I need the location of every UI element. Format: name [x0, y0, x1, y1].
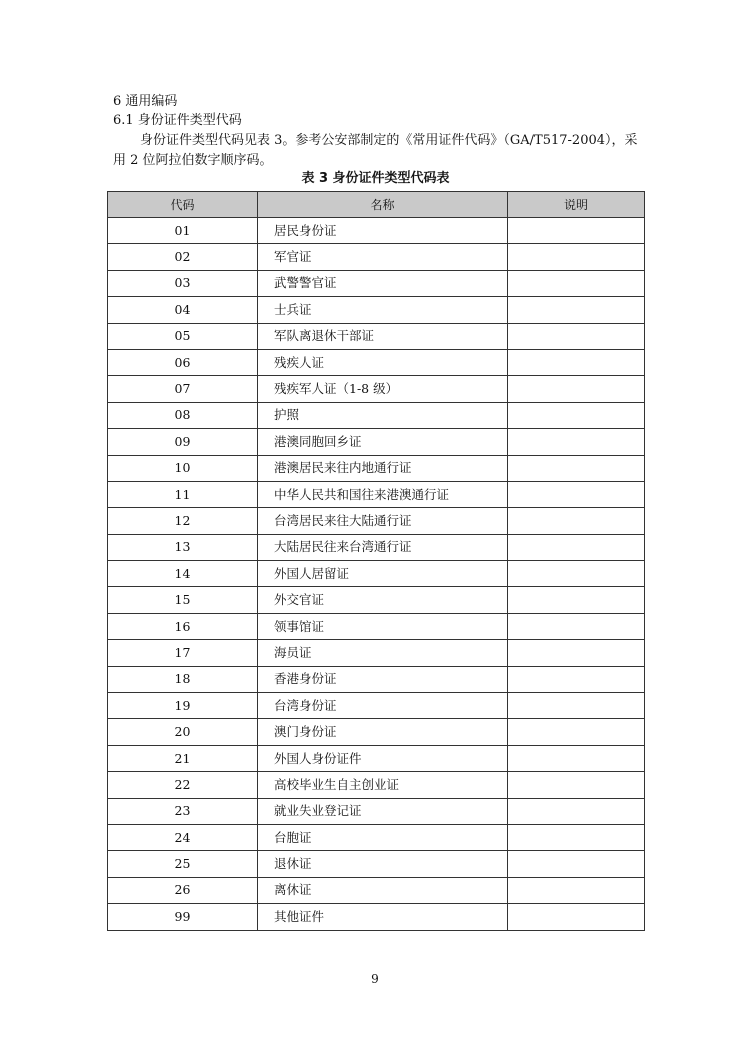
table-header-row	[108, 192, 645, 218]
cell-name: 武警警官证	[258, 270, 508, 296]
cell-code: 15	[108, 587, 258, 613]
cell-name: 护照	[258, 402, 508, 428]
cell-note	[508, 244, 645, 270]
cell-note	[508, 429, 645, 455]
table-row	[108, 745, 645, 771]
table-row	[108, 693, 645, 719]
cell-code: 01	[108, 218, 258, 244]
cell-note	[508, 218, 645, 244]
cell-name: 台胞证	[258, 824, 508, 850]
table-row	[108, 719, 645, 745]
cell-note	[508, 587, 645, 613]
section-heading-6: 6 通用编码	[113, 94, 178, 109]
cell-note	[508, 719, 645, 745]
cell-name: 香港身份证	[258, 666, 508, 692]
table-row	[108, 613, 645, 639]
cell-code: 23	[108, 798, 258, 824]
table-row	[108, 508, 645, 534]
cell-code: 14	[108, 561, 258, 587]
cell-code: 26	[108, 877, 258, 903]
cell-note	[508, 402, 645, 428]
cell-code: 20	[108, 719, 258, 745]
cell-name: 士兵证	[258, 297, 508, 323]
table-row	[108, 297, 645, 323]
table-row	[108, 877, 645, 903]
cell-name: 台湾居民来往大陆通行证	[258, 508, 508, 534]
cell-name: 澳门身份证	[258, 719, 508, 745]
table-caption: 表 3 身份证件类型代码表	[301, 171, 450, 186]
table-row	[108, 824, 645, 850]
cell-note	[508, 561, 645, 587]
cell-code: 19	[108, 693, 258, 719]
column-header-note: 说明	[508, 192, 645, 218]
cell-note	[508, 824, 645, 850]
table-row	[108, 666, 645, 692]
cell-note	[508, 693, 645, 719]
cell-name: 台湾身份证	[258, 693, 508, 719]
cell-name: 就业失业登记证	[258, 798, 508, 824]
cell-note	[508, 534, 645, 560]
table-row	[108, 798, 645, 824]
cell-code: 07	[108, 376, 258, 402]
cell-name: 港澳居民来往内地通行证	[258, 455, 508, 481]
cell-note	[508, 376, 645, 402]
cell-code: 11	[108, 481, 258, 507]
cell-code: 21	[108, 745, 258, 771]
cell-name: 大陆居民往来台湾通行证	[258, 534, 508, 560]
page-number: 9	[371, 972, 379, 986]
table-row	[108, 402, 645, 428]
cell-name: 离休证	[258, 877, 508, 903]
table-row	[108, 561, 645, 587]
cell-name: 退休证	[258, 851, 508, 877]
cell-code: 24	[108, 824, 258, 850]
id-type-code-table	[107, 191, 645, 931]
cell-note	[508, 877, 645, 903]
cell-code: 12	[108, 508, 258, 534]
table-row	[108, 640, 645, 666]
cell-code: 18	[108, 666, 258, 692]
table-row	[108, 270, 645, 296]
cell-note	[508, 323, 645, 349]
table-row	[108, 851, 645, 877]
cell-code: 16	[108, 613, 258, 639]
table-row	[108, 323, 645, 349]
paragraph-line-1: 身份证件类型代码见表 3。参考公安部制定的《常用证件代码》（GA/T517-2004），采	[140, 133, 638, 148]
cell-note	[508, 904, 645, 930]
cell-code: 05	[108, 323, 258, 349]
table-row	[108, 772, 645, 798]
cell-name: 其他证件	[258, 904, 508, 930]
table-row	[108, 429, 645, 455]
cell-code: 99	[108, 904, 258, 930]
cell-name: 中华人民共和国往来港澳通行证	[258, 481, 508, 507]
cell-note	[508, 772, 645, 798]
cell-name: 高校毕业生自主创业证	[258, 772, 508, 798]
cell-code: 22	[108, 772, 258, 798]
cell-name: 军队离退休干部证	[258, 323, 508, 349]
cell-note	[508, 481, 645, 507]
cell-note	[508, 270, 645, 296]
cell-name: 外国人居留证	[258, 561, 508, 587]
paragraph-line-2: 用 2 位阿拉伯数字顺序码。	[113, 153, 273, 168]
cell-name: 外国人身份证件	[258, 745, 508, 771]
cell-code: 06	[108, 349, 258, 375]
table-row	[108, 244, 645, 270]
cell-note	[508, 666, 645, 692]
cell-code: 04	[108, 297, 258, 323]
table-row	[108, 376, 645, 402]
cell-note	[508, 297, 645, 323]
table-row	[108, 455, 645, 481]
cell-name: 军官证	[258, 244, 508, 270]
column-header-code: 代码	[108, 192, 258, 218]
cell-note	[508, 349, 645, 375]
cell-name: 残疾军人证（1-8 级）	[258, 376, 508, 402]
cell-note	[508, 508, 645, 534]
cell-code: 25	[108, 851, 258, 877]
cell-name: 残疾人证	[258, 349, 508, 375]
cell-name: 居民身份证	[258, 218, 508, 244]
cell-name: 港澳同胞回乡证	[258, 429, 508, 455]
cell-code: 17	[108, 640, 258, 666]
cell-name: 外交官证	[258, 587, 508, 613]
table-body	[108, 218, 645, 931]
cell-note	[508, 851, 645, 877]
cell-note	[508, 745, 645, 771]
cell-name: 海员证	[258, 640, 508, 666]
table-row	[108, 904, 645, 930]
cell-code: 13	[108, 534, 258, 560]
cell-code: 03	[108, 270, 258, 296]
cell-code: 10	[108, 455, 258, 481]
cell-note	[508, 613, 645, 639]
table-row	[108, 481, 645, 507]
cell-code: 08	[108, 402, 258, 428]
cell-note	[508, 455, 645, 481]
cell-code: 09	[108, 429, 258, 455]
cell-code: 02	[108, 244, 258, 270]
table-row	[108, 587, 645, 613]
cell-name: 领事馆证	[258, 613, 508, 639]
table-row	[108, 349, 645, 375]
cell-note	[508, 798, 645, 824]
column-header-name: 名称	[258, 192, 508, 218]
cell-note	[508, 640, 645, 666]
table-row	[108, 218, 645, 244]
table-row	[108, 534, 645, 560]
section-heading-6-1: 6.1 身份证件类型代码	[113, 113, 242, 128]
